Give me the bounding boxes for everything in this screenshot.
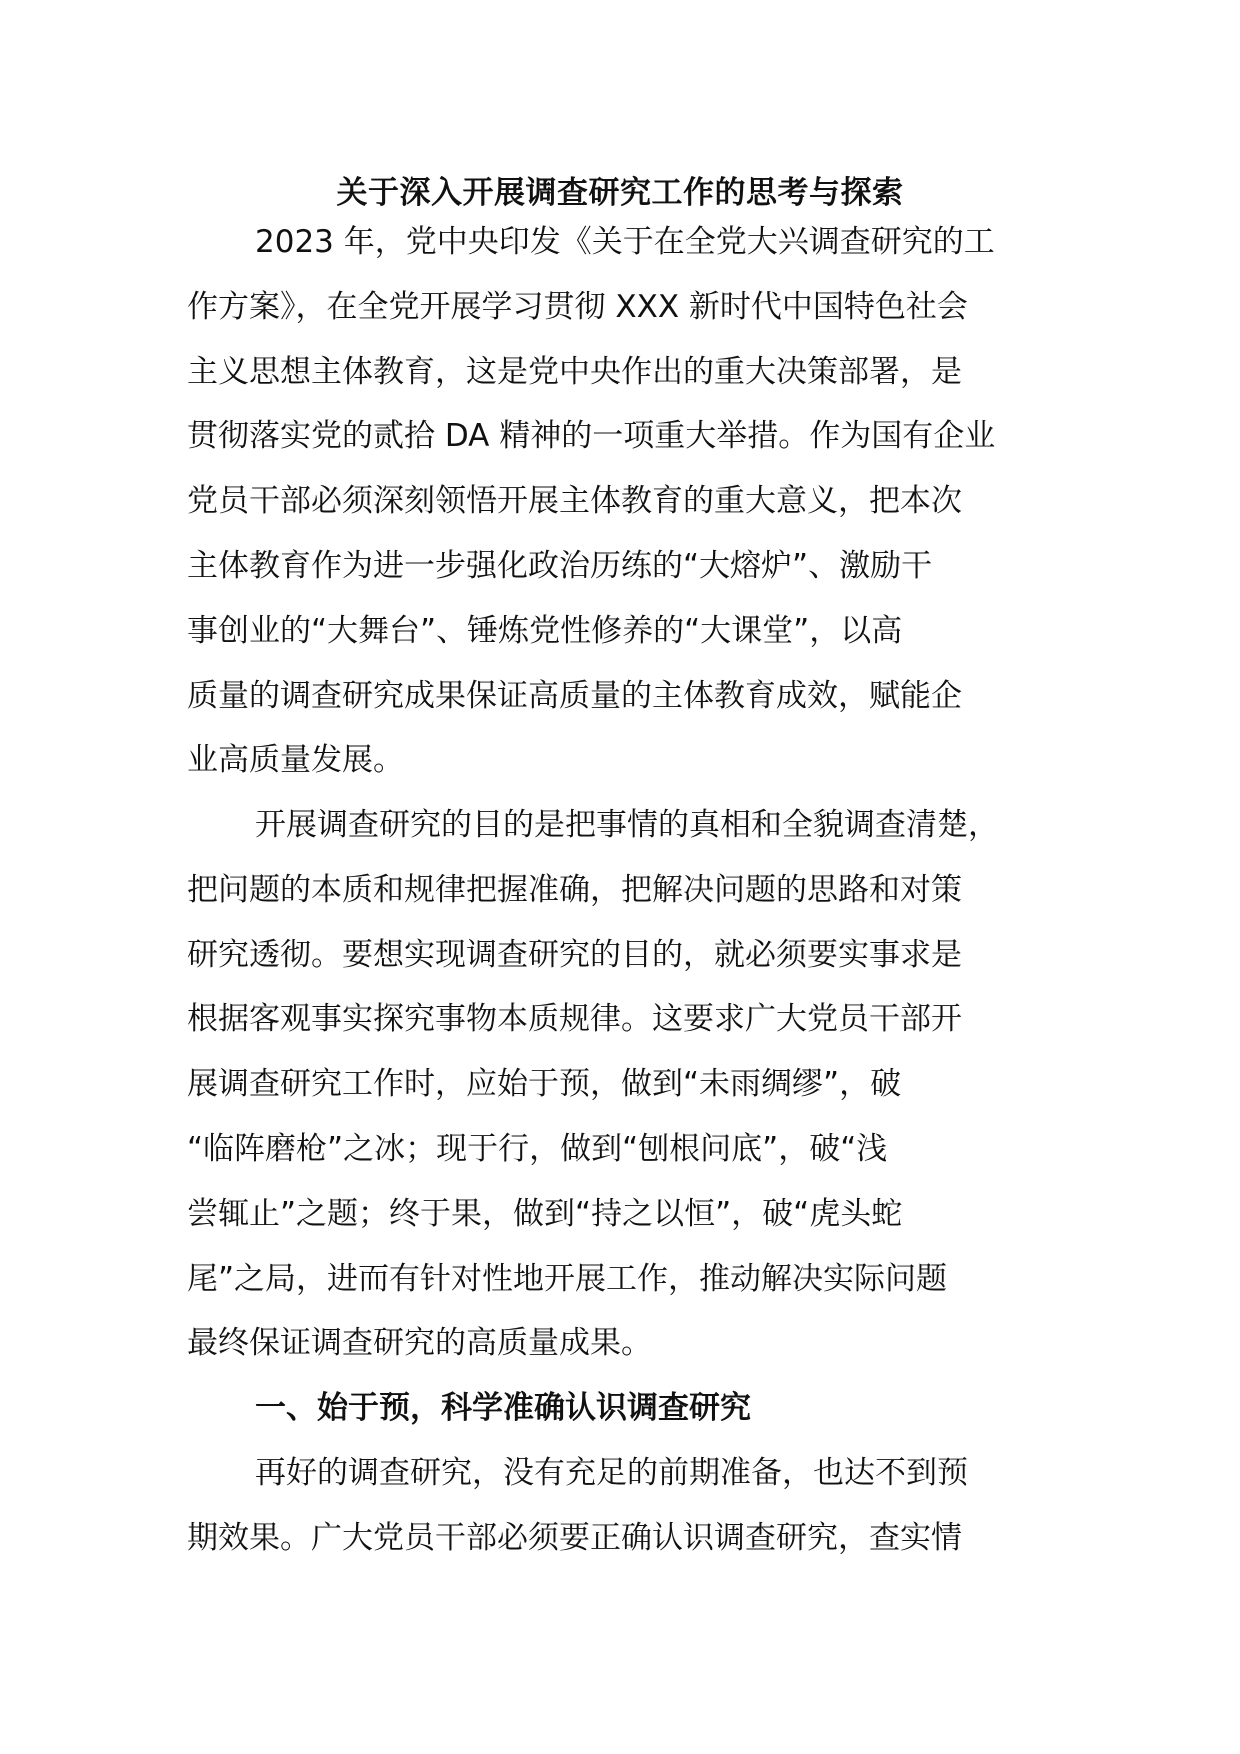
section-heading: 一、始于预，科学准确认识调查研究	[255, 1390, 751, 1426]
paragraph-3	[187, 1441, 1067, 1571]
paragraph-line: “临阵磨枪”之冰；现于行，做到“刨根问底”，破“浅	[187, 1130, 888, 1167]
paragraph-line: 2023 年，党中央印发《关于在全党大兴调查研究的工	[255, 224, 995, 260]
paragraph-line: 尾”之局，进而有针对性地开展工作，推动解决实际问题	[187, 1260, 948, 1297]
paragraph-line: 根据客观事实探究事物本质规律。这要求广大党员干部开	[187, 1001, 962, 1038]
paragraph-line: 贯彻落实党的贰拾 DA 精神的一项重大举措。作为国有企业	[187, 418, 996, 455]
paragraph-line: 主体教育作为进一步强化政治历练的“大熔炉”、激励干	[187, 547, 933, 584]
paragraph-line: 把问题的本质和规律把握准确，把解决问题的思路和对策	[187, 871, 962, 908]
paragraph-line: 开展调查研究的目的是把事情的真相和全貌调查清楚，	[255, 807, 999, 843]
paragraph-line: 质量的调查研究成果保证高质量的主体教育成效，赋能企	[187, 677, 962, 714]
document-title: 关于深入开展调查研究工作的思考与探索	[336, 175, 904, 211]
section-1	[187, 1376, 1067, 1441]
paragraph-line: 再好的调查研究，没有充足的前期准备，也达不到预	[255, 1455, 968, 1491]
paragraph-line: 展调查研究工作时，应始于预，做到“未雨绸缪”，破	[187, 1066, 902, 1103]
paragraph-line: 党员干部必须深刻领悟开展主体教育的重大意义，把本次	[187, 483, 962, 520]
paragraph-line: 业高质量发展。	[187, 742, 404, 779]
paragraph-line: 期效果。广大党员干部必须要正确认识调查研究，查实情	[187, 1519, 962, 1556]
paragraph-line: 主义思想主体教育，这是党中央作出的重大决策部署，是	[187, 353, 962, 390]
paragraph-line: 作方案》，在全党开展学习贯彻 XXX 新时代中国特色社会	[187, 288, 968, 325]
paragraph-2	[187, 793, 1067, 1376]
paragraph-line: 事创业的“大舞台”、锤炼党性修养的“大课堂”，以高	[187, 612, 903, 649]
paragraph-1	[187, 210, 1067, 793]
paragraph-line: 研究透彻。要想实现调查研究的目的，就必须要实事求是	[187, 936, 962, 973]
paragraph-line: 最终保证调查研究的高质量成果。	[187, 1325, 652, 1362]
paragraph-line: 尝辄止”之题；终于果，做到“持之以恒”，破“虎头蛇	[187, 1195, 903, 1232]
